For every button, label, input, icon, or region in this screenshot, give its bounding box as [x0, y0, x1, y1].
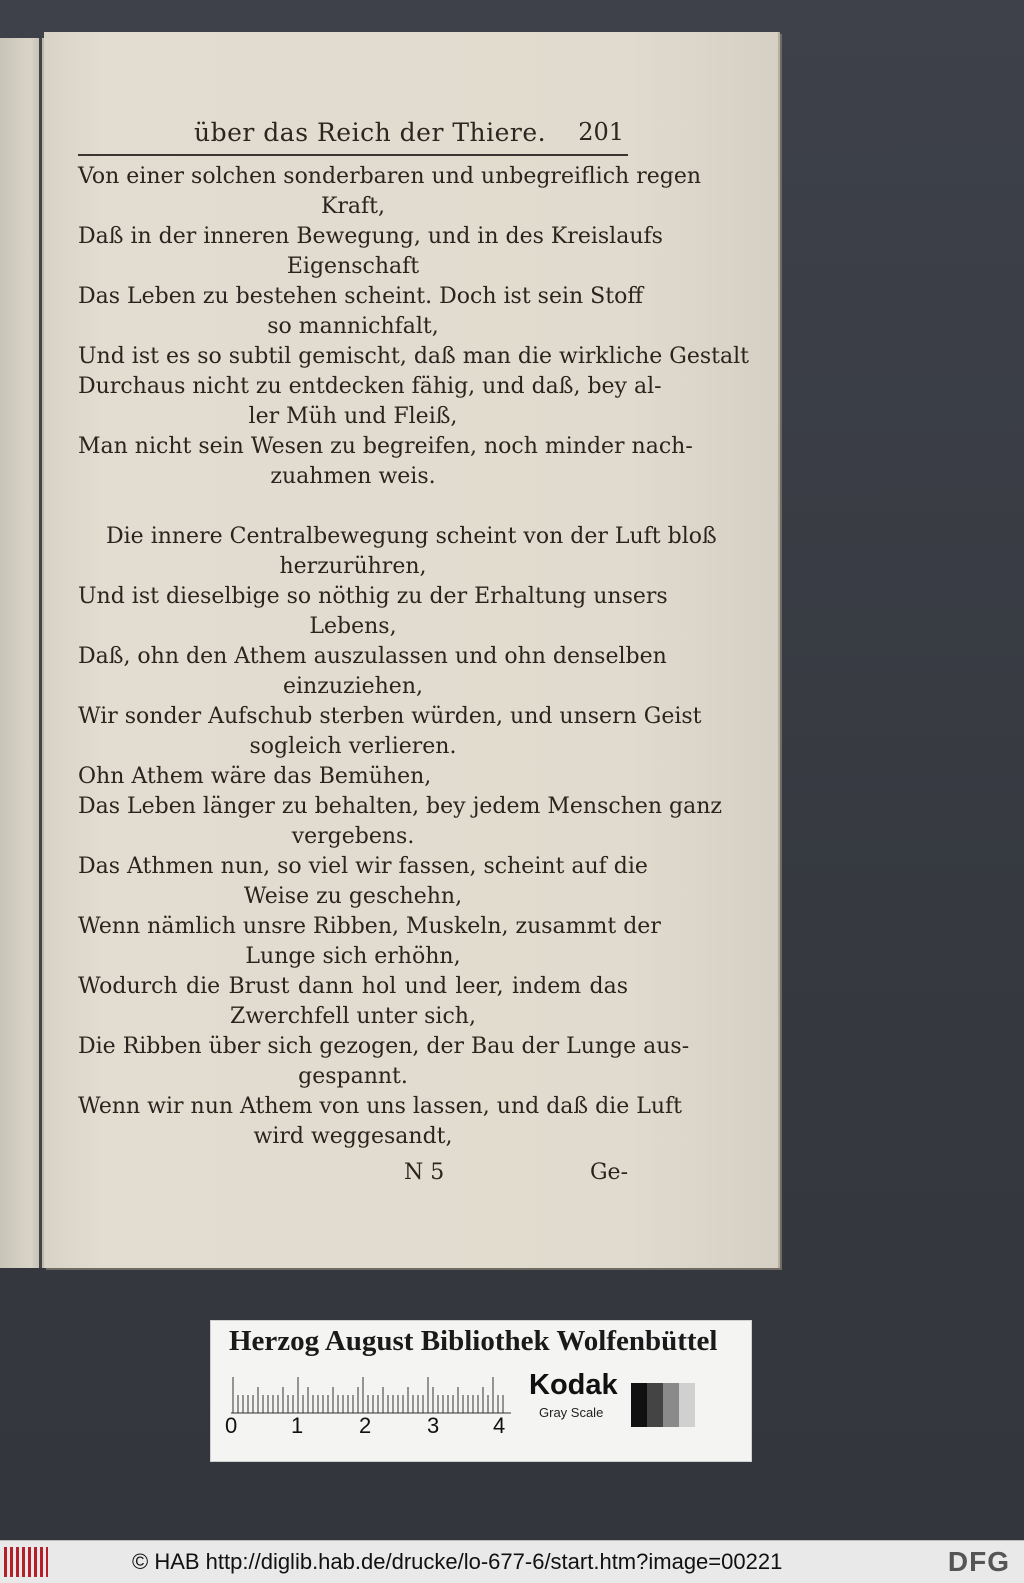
verse-text: Wenn nämlich unsre Ribben, Muskeln, zusammt der	[78, 914, 661, 939]
verse-text: Das Leben zu bestehen scheint. Doch ist sein Stoff	[78, 284, 643, 309]
signature-mark: N 5	[404, 1160, 445, 1185]
verse-text: Man nicht sein Wesen zu begreifen, noch minder nach-	[78, 434, 693, 459]
catchword: Ge-	[589, 1160, 628, 1185]
verse-continuation: ler Müh und Fleiß,	[248, 404, 458, 429]
verse-line	[78, 162, 702, 222]
verse-text: Und ist es so subtil gemischt, daß man die wirkliche Gestalt	[78, 344, 749, 369]
source-url-link[interactable]: © HAB http://diglib.hab.de/drucke/lo-677-6/start.htm?image=00221	[132, 1549, 783, 1574]
book-page	[44, 32, 780, 1268]
text-block	[78, 32, 749, 1268]
gray-scale-label: Gray Scale	[539, 1405, 604, 1420]
verse-line	[78, 1092, 682, 1152]
verse-line	[78, 282, 643, 342]
kodak-brand: Kodak	[529, 1369, 618, 1401]
verse-continuation: Weise zu geschehn,	[243, 884, 463, 909]
verse-continuation: vergebens.	[291, 824, 415, 849]
verse-line	[78, 1032, 690, 1092]
verse-text: Und ist dieselbige so nöthig zu der Erhaltung unsers	[78, 584, 668, 609]
footer-bar	[0, 1540, 1024, 1583]
verse-continuation: zuahmen weis.	[270, 464, 436, 489]
verse-line	[78, 522, 717, 582]
verse-text: Durchaus nicht zu entdecken fähig, und daß, bey al-	[78, 374, 662, 399]
verse-text: Ohn Athem wäre das Bemühen,	[78, 764, 432, 789]
ruler-number: 0	[225, 1413, 238, 1438]
swatch	[663, 1383, 679, 1427]
page-number: 201	[578, 118, 624, 146]
verse-text: Von einer solchen sonderbaren und unbegreiflich regen	[78, 164, 702, 189]
verse-continuation: sogleich verlieren.	[249, 734, 457, 759]
verse-line	[78, 372, 662, 432]
dfg-logo: DFG	[947, 1546, 1010, 1577]
verse-continuation: Lunge sich erhöhn,	[245, 944, 461, 969]
verse-text: Die Ribben über sich gezogen, der Bau der Lunge aus-	[78, 1034, 690, 1059]
verse-line	[78, 642, 667, 702]
verse-text: Die innere Centralbewegung scheint von der Luft bloß	[106, 524, 717, 549]
verse-continuation: so mannichfalt,	[267, 314, 439, 339]
running-head	[78, 114, 628, 156]
verse-continuation: Zwerchfell unter sich,	[230, 1004, 476, 1029]
ruler-number: 1	[291, 1413, 304, 1438]
verse-text: Wenn wir nun Athem von uns lassen, und daß die Luft	[78, 1094, 682, 1119]
ruler-icon	[231, 1375, 511, 1415]
verse-text: Daß, ohn den Athem auszulassen und ohn denselben	[78, 644, 667, 669]
swatch	[679, 1383, 695, 1427]
verse-continuation: gespannt.	[298, 1064, 408, 1089]
verse-line	[78, 222, 663, 282]
verse-text: Wir sonder Aufschub sterben würden, und unsern Geist	[78, 704, 702, 729]
ruler-number: 3	[427, 1413, 440, 1438]
verse-line	[78, 972, 628, 1032]
previous-leaf-edge	[0, 38, 46, 1268]
leaf-shadow	[39, 38, 42, 1268]
verse-line	[78, 432, 693, 492]
library-name: Herzog August Bibliothek Wolfenbüttel	[229, 1325, 718, 1357]
verse-line	[78, 852, 648, 912]
running-title: über das Reich der Thiere.	[194, 118, 547, 147]
swatch	[647, 1383, 663, 1427]
swatch	[631, 1383, 647, 1427]
ruler-number: 4	[493, 1413, 506, 1438]
verse-continuation: wird weggesandt,	[253, 1124, 453, 1149]
verse-continuation: herzurühren,	[279, 554, 427, 579]
verse-line	[78, 702, 702, 762]
verse-text: Das Leben länger zu behalten, bey jedem Menschen ganz	[78, 794, 723, 819]
verse-continuation: Lebens,	[309, 614, 397, 639]
verse-line	[78, 912, 661, 972]
ruler-number: 2	[359, 1413, 372, 1438]
verse-line	[78, 792, 723, 852]
verse-text: Wodurch die Brust dann hol und leer, indem das	[78, 974, 628, 999]
verse-line	[78, 342, 749, 372]
library-color-card	[210, 1320, 752, 1462]
verse-text: Das Athmen nun, so viel wir fassen, scheint auf die	[78, 854, 648, 879]
hab-logo-icon	[4, 1547, 48, 1577]
verse-continuation: Eigenschaft	[286, 254, 420, 279]
verse-continuation: einzuziehen,	[283, 674, 423, 699]
gray-swatches	[631, 1383, 695, 1427]
verse-line	[78, 762, 628, 792]
verse-continuation: Kraft,	[320, 194, 386, 219]
verse-text: Daß in der inneren Bewegung, und in des Kreislaufs	[78, 224, 663, 249]
verse-line	[78, 582, 668, 642]
